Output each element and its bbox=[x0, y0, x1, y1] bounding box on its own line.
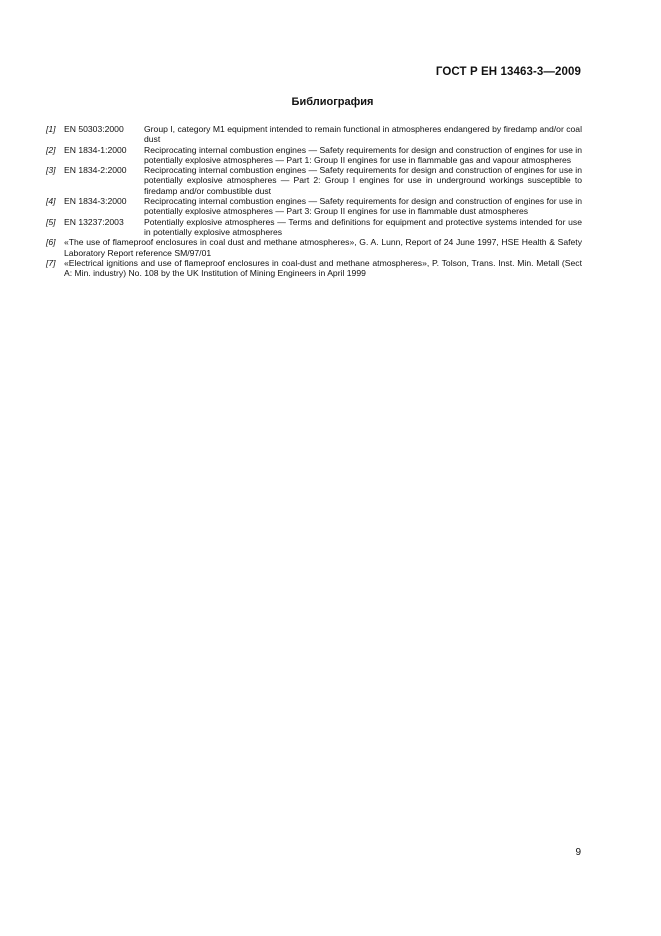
entry-code: EN 13237:2003 bbox=[64, 216, 124, 227]
entry-number: [3] bbox=[46, 165, 56, 176]
bibliography-entry-4 bbox=[46, 196, 582, 217]
entry-code: EN 50303:2000 bbox=[64, 124, 124, 134]
entry-text: Group I, category M1 equipment intended to remain functional in atmospheres endangered by firedamp and/or coal dust bbox=[144, 124, 582, 145]
entry-number: [1] bbox=[46, 124, 56, 134]
page-number: 9 bbox=[575, 847, 581, 858]
bibliography-entry-7 bbox=[46, 258, 582, 279]
entry-code: EN 1834-3:2000 bbox=[64, 196, 127, 207]
entry-text: Reciprocating internal combustion engines — Safety requirements for design and construction of engines for use in potentially explosive atmospheres — Part 1: Group II engines for use in flammable gas and vapour atmospheres bbox=[144, 144, 582, 165]
bibliography-entry-6 bbox=[46, 237, 582, 258]
entry-number: [4] bbox=[46, 196, 56, 207]
entry-code: EN 1834-1:2000 bbox=[64, 144, 127, 155]
entry-code: EN 1834-2:2000 bbox=[64, 165, 127, 176]
entry-text: «The use of flameproof enclosures in coal dust and methane atmospheres», G. A. Lunn, Report of 24 June 1997, HSE Health & Safety Laboratory Report reference SM/97/01 bbox=[64, 237, 582, 258]
bibliography-entry-1 bbox=[46, 124, 582, 145]
entry-number: [6] bbox=[46, 237, 56, 248]
entry-number: [7] bbox=[46, 257, 56, 268]
bibliography-entry-2 bbox=[46, 145, 582, 166]
entry-text: Reciprocating internal combustion engines — Safety requirements for design and construction of engines for use in potentially explosive atmospheres — Part 3: Group II engines for use in flammable dust atmospheres bbox=[144, 196, 582, 217]
entry-text: Potentially explosive atmospheres — Terms and definitions for equipment and protective systems intended for use in potentially explosive atmospheres bbox=[144, 216, 582, 237]
entry-number: [5] bbox=[46, 216, 56, 227]
entry-text: Reciprocating internal combustion engines — Safety requirements for design and construction of engines for use in potentially explosive atmospheres — Part 2: Group I engines for use in underground workings susceptible to firedamp and/or combustible dust bbox=[144, 165, 582, 196]
document-code: ГОСТ Р ЕН 13463-3—2009 bbox=[435, 66, 581, 78]
entry-number: [2] bbox=[46, 144, 56, 155]
bibliography-entry-3 bbox=[46, 165, 582, 196]
bibliography-title: Библиография bbox=[291, 96, 374, 108]
bibliography-entry-5 bbox=[46, 217, 582, 238]
entry-text: «Electrical ignitions and use of flameproof enclosures in coal-dust and methane atmospheres», P. Tolson, Trans. Inst. Min. Metall (Sect A: Min. industry) No. 108 by the UK Institution of Mining Engineers in April 1999 bbox=[64, 257, 582, 279]
bibliography-list bbox=[46, 124, 582, 278]
